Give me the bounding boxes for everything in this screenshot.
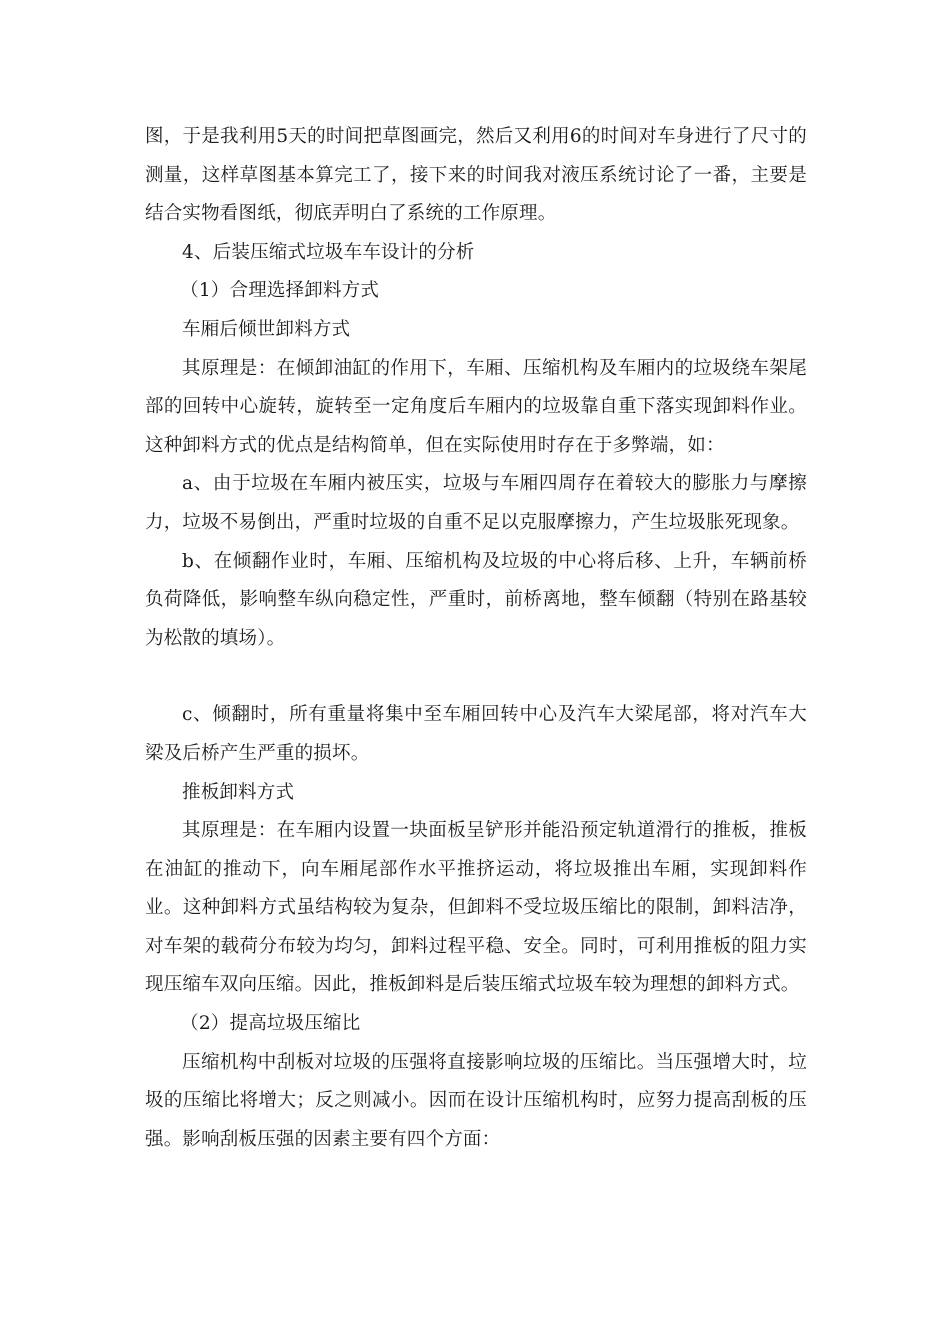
subheading-2: （2）提高垃圾压缩比 <box>180 1013 361 1035</box>
section-heading-4: 4、后装压缩式垃圾车车设计的分析 <box>182 241 475 263</box>
paragraph-compression: 压缩机构中刮板对垃圾的压强将直接影响垃圾的压缩比。当压强增大时，垃圾的压缩比将增大；反之则减小。因而在设计压缩机构时，应努力提高刮板的压强。影响刮板压强的因素主要有四个方面： <box>145 1051 807 1150</box>
paragraph-continuation: 图，于是我利用5天的时间把草图画完，然后又利用6的时间对车身进行了尺寸的测量，这样草图基本算完工了，接下来的时间我对液压系统讨论了一番，主要是结合实物看图纸，彻底弄明白了系统的工作原理。 <box>145 126 807 225</box>
document-body <box>145 118 807 1159</box>
paragraph-item-c: c、倾翻时，所有重量将集中至车厢回转中心及汽车大梁尾部，将对汽车大梁及后桥产生严重的损坏。 <box>145 704 807 764</box>
subheading-1: （1）合理选择卸料方式 <box>180 280 380 302</box>
paragraph-pushplate-principle: 其原理是：在车厢内设置一块面板呈铲形并能沿预定轨道滑行的推板，推板在油缸的推动下，向车厢尾部作水平推挤运动，将垃圾推出车厢，实现卸料作业。这种卸料方式虽结构较为复杂，但卸料不受垃圾压缩比的限制，卸料洁净，对车架的载荷分布较为均匀，卸料过程平稳、安全。同时，可利用推板的阻力实现压缩车双向压缩。因此，推板卸料是后装压缩式垃圾车较为理想的卸料方式。 <box>145 820 807 996</box>
method-title-tilt: 车厢后倾世卸料方式 <box>182 318 351 340</box>
paragraph-item-a: a、由于垃圾在车厢内被压实，垃圾与车厢四周存在着较大的膨胀力与摩擦力，垃圾不易倒出，严重时垃圾的自重不足以克服摩擦力，产生垃圾胀死现象。 <box>145 473 807 533</box>
blank-line <box>145 658 807 696</box>
paragraph-tilt-principle: 其原理是：在倾卸油缸的作用下，车厢、压缩机构及车厢内的垃圾绕车架尾部的回转中心旋转，旋转至一定角度后车厢内的垃圾靠自重下落实现卸料作业。这种卸料方式的优点是结构简单，但在实际使用时存在于多弊端，如： <box>145 357 807 456</box>
method-title-pushplate: 推板卸料方式 <box>182 781 295 803</box>
paragraph-item-b: b、在倾翻作业时，车厢、压缩机构及垃圾的中心将后移、上升，车辆前桥负荷降低，影响整车纵向稳定性，严重时，前桥离地，整车倾翻（特别在路基较为松散的填场）。 <box>145 550 807 649</box>
